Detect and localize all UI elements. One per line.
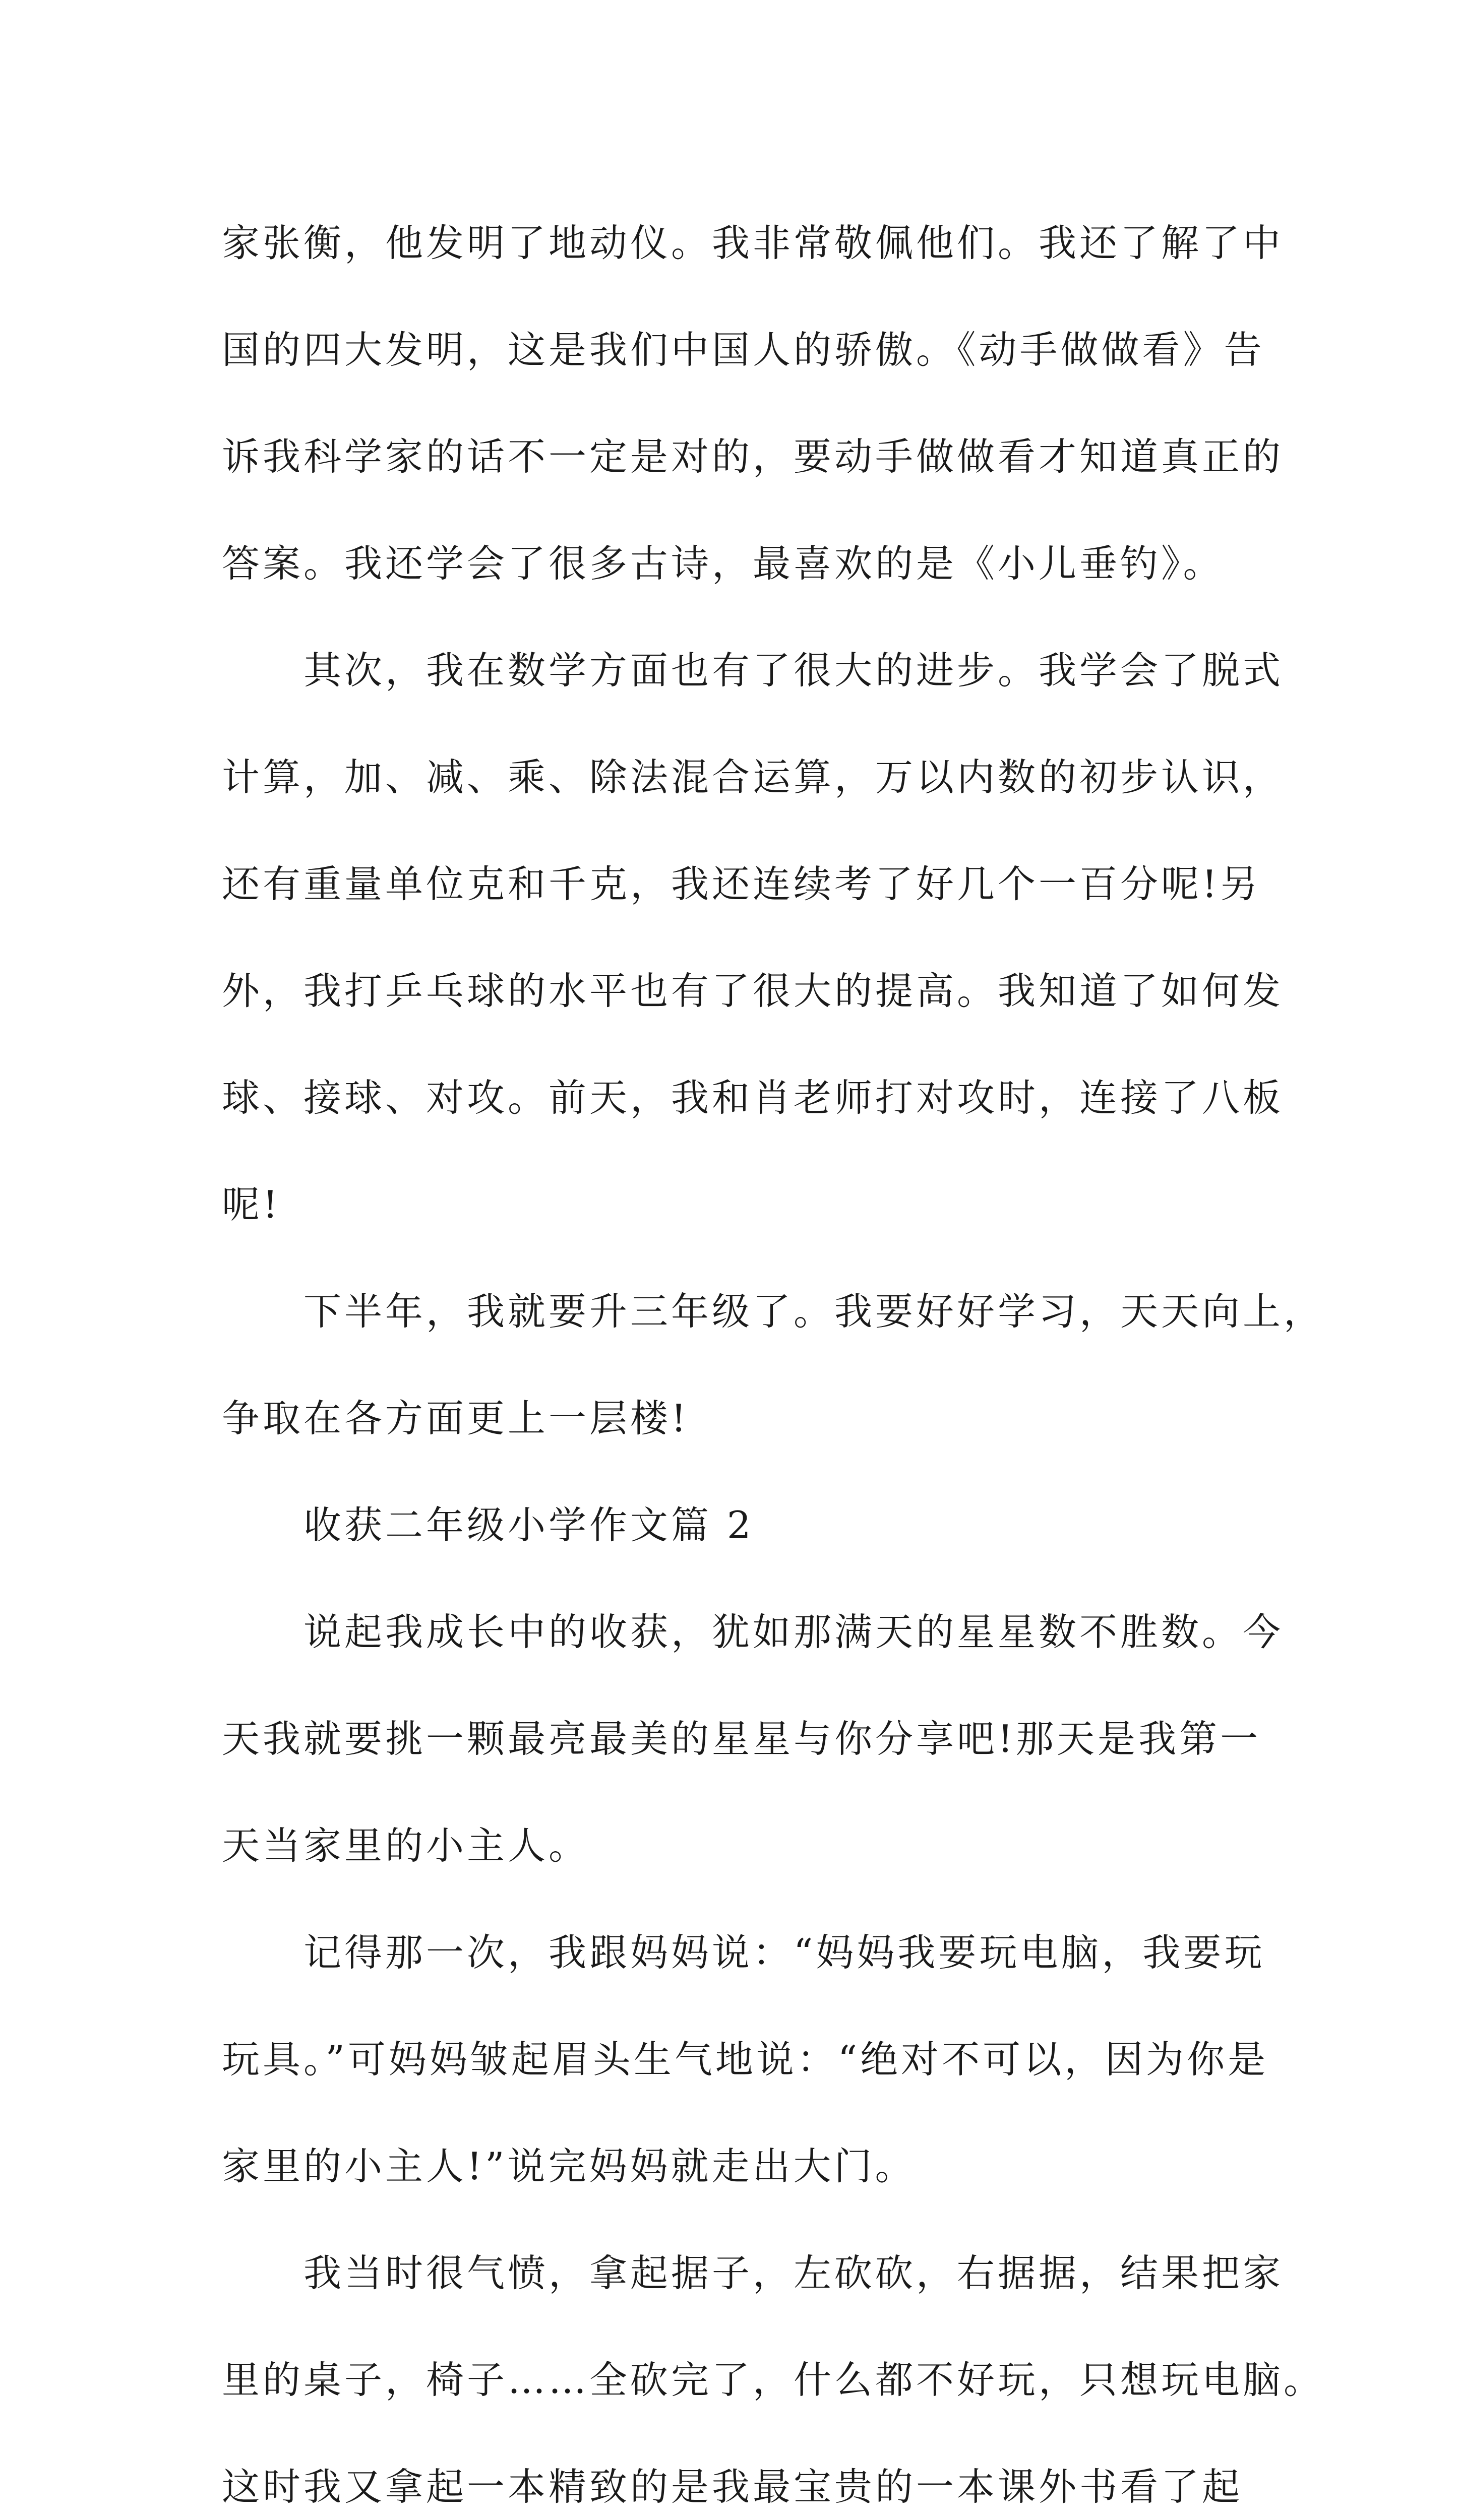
text-line: 国的四大发明，这是我们中国人的骄傲。《动手做做看》告 [222,328,1265,372]
text-line: 还有重量单位克和千克，我还连续考了好几个一百分呢!另 [222,862,1261,906]
text-line: 答案。我还学会了很多古诗，最喜欢的是《小儿垂钓》。 [222,541,1224,586]
text-line: 我当时很气愤，拿起据子，左砍砍，右据据，结果把家 [303,2251,1284,2295]
text-line: 呢! [222,1182,281,1227]
text-line: 诉我科学家的话不一定是对的，要动手做做看才知道真正的 [222,434,1284,479]
text-line: 这时我又拿起一本精致的是我最宝贵的一本课外书看了起 [222,2465,1243,2509]
text-line: 计算，加、减、乘、除法混合运算，万以内数的初步认识， [222,755,1284,799]
text-line: 球、接球、对攻。前天，我和肖老师打对攻时，连接了八板 [222,1076,1284,1120]
text-line: 其次，我在数学方面也有了很大的进步。我学会了脱式 [303,648,1284,692]
text-line: 争取在各方面更上一层楼! [222,1396,690,1440]
text-line: 玩具。”可妈妈皱起眉头生气地说：“绝对不可以，因为你是 [222,2037,1269,2082]
text-line: 天我就要挑一颗最亮最美的星星与你分享吧!那天是我第一 [222,1717,1261,1761]
text-line: 里的桌子，椅子……全砍完了，什么都不好玩，只想玩电脑。 [222,2358,1325,2402]
text-line: 家里的小主人!”说完妈妈就走出大门。 [222,2144,916,2188]
text-line: 天当家里的小主人。 [222,1823,590,1868]
text-line: 外，我打乒乓球的水平也有了很大的提高。我知道了如何发 [222,969,1284,1013]
text-line: 收获二年级小学作文篇 2 [303,1503,754,1547]
text-line: 下半年，我就要升三年级了。我要好好学习，天天向上， [303,1289,1325,1334]
text-line: 说起我成长中的收获，犹如那满天的星星数不胜数。今 [303,1610,1284,1654]
text-line: 家张衡，他发明了地动仪。我非常敬佩他们。我还了解了中 [222,221,1284,265]
document-body [222,190,1325,2520]
text-line: 记得那一次，我跟妈妈说：“妈妈我要玩电脑，我要玩 [303,1930,1265,1975]
